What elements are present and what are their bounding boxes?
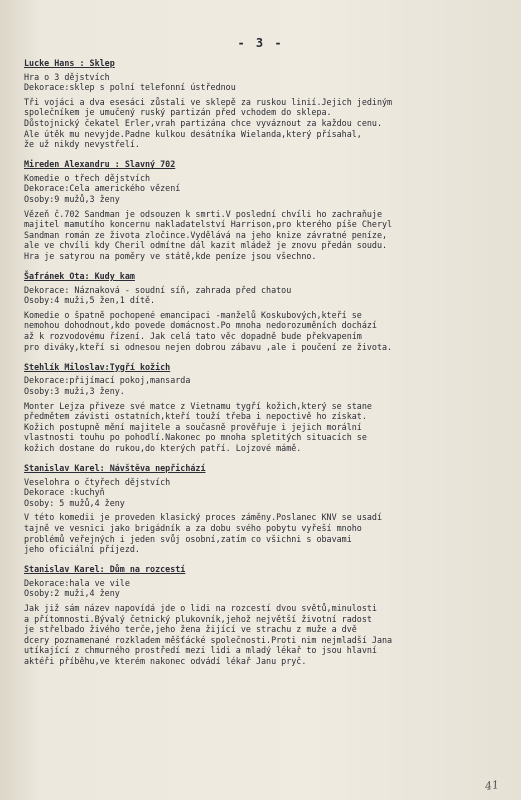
synopsis-line: nemohou dohodnout,kdo povede domácnost.Po mnoha nedorozuměních dochází	[24, 320, 377, 331]
synopsis-line: aktéři příběhu,ve kterém nakonec odvádí lékař Janu pryč.	[24, 656, 307, 666]
synopsis-line: utíkající z chmurného prostředí mezi lidi a mladý lékař to jsou hlavní	[24, 645, 377, 656]
synopsis-line: tajně ve vesnici jako brigádník a za dobu svého pobytu vyřeší mnoho	[24, 522, 362, 533]
meta-line: Osoby: 5 mužů,4 ženy	[24, 497, 125, 508]
play-meta	[24, 578, 515, 599]
synopsis-line: Kožich postupně mění majitele a současně prověřuje i jejich morální	[24, 421, 362, 432]
synopsis-line: až k rozvodovému řízení. Jak celá tato věc dopadně bude překvapením	[24, 331, 362, 342]
synopsis-line: a přítomnosti.Bývalý četnický plukovník,jehož největší životní radost	[24, 613, 372, 624]
play-synopsis	[24, 310, 515, 352]
handwritten-folio-number: 41	[484, 778, 500, 793]
play-title: Mireden Alexandru : Slavný 702	[24, 159, 176, 170]
synopsis-line: problémů veřejných i jeden svůj osobní,zatím co všichni s obavami	[24, 533, 352, 544]
play-meta	[24, 477, 515, 509]
play-meta	[24, 72, 515, 93]
synopsis-line: dcery poznamenané rozkladem měšťácké společnosti.Proti nim nejmladší Jana	[24, 634, 393, 645]
synopsis-line: ale ve chvíli kdy Cheril odmítne dál kazit mládež je znovu předán soudu.	[24, 240, 388, 251]
meta-line: Dekorace :kuchyň	[24, 487, 105, 498]
play-synopsis	[24, 209, 515, 262]
meta-line: Osoby:3 muži,3 ženy.	[24, 385, 125, 396]
play-entry	[24, 58, 515, 150]
play-synopsis	[24, 401, 515, 454]
play-entry	[24, 159, 515, 261]
synopsis-line: pro diváky,kteří si odnesou nejen dobrou zábavu ,ale i poučení ze života.	[24, 341, 393, 352]
synopsis-line: majitel mamutího koncernu nakladatelství Harrison,pro kterého píše Cheryl	[24, 219, 393, 230]
meta-line: Osoby:4 muži,5 žen,1 dítě.	[24, 295, 156, 306]
meta-line: Osoby:2 muži,4 ženy	[24, 588, 120, 599]
play-meta	[24, 285, 515, 306]
synopsis-line: Monter Lejza přiveze své matce z Vietnamu tygří kožich,který se stane	[24, 400, 372, 411]
synopsis-line: jeho oficiální příjezd.	[24, 544, 140, 555]
meta-line: Dekorace:hala ve vile	[24, 577, 130, 588]
play-title: Stanislav Karel: Návštěva nepřichází	[24, 463, 206, 473]
play-entry	[24, 564, 515, 666]
play-list	[24, 58, 515, 676]
play-synopsis	[24, 603, 515, 667]
meta-line: Veselohra o čtyřech dějstvích	[24, 476, 171, 487]
synopsis-line: Komedie o špatně pochopené emancipaci -manželů Koskubových,kteří se	[24, 309, 362, 320]
synopsis-line: společníkem je umučený ruský partizán před vchodem do sklepa.	[24, 107, 332, 118]
play-entry	[24, 362, 515, 454]
synopsis-line: Jak již sám název napovídá jde o lidi na rozcestí dvou světů,minulosti	[24, 603, 377, 614]
synopsis-line: V této komedii je proveden klasický proces záměny.Poslanec KNV se usadí	[24, 512, 382, 523]
synopsis-line: že už nikdy nevystřelí.	[24, 139, 140, 150]
play-title: Stanislav Karel: Dům na rozcestí	[24, 564, 186, 575]
play-meta	[24, 173, 515, 205]
page-number: - 3 -	[237, 36, 284, 50]
play-title: Stehlík Miloslav:Tygří kožich	[24, 361, 171, 372]
play-meta	[24, 375, 515, 396]
synopsis-line: vlastnosti touhu po pohodlí.Nakonec po mnoha spletitých situacích se	[24, 432, 367, 443]
meta-line: Dekorace:přijímací pokoj,mansarda	[24, 375, 191, 386]
play-synopsis	[24, 512, 515, 554]
meta-line: Hra o 3 dějstvích	[24, 71, 110, 82]
synopsis-line: Vězeň č.702 Sandman je odsouzen k smrti.V poslední chvíli ho zachraňuje	[24, 208, 382, 219]
synopsis-line: je střelbado živého terče,jeho žena žijící ve strachu z muže a dvě	[24, 624, 357, 635]
meta-line: Dekorace:Cela amerického vězení	[24, 183, 181, 194]
synopsis-line: kožich dostane do rukou,do kterých patří. Lojzové mámě.	[24, 442, 302, 453]
meta-line: Osoby:9 mužů,3 ženy	[24, 194, 120, 205]
synopsis-line: Sandman román ze života zločince.Vydělává na jeho knize závratné peníze,	[24, 229, 388, 240]
play-entry	[24, 463, 515, 555]
play-synopsis	[24, 97, 515, 150]
synopsis-line: Tři vojáci a dva esesáci zůstali ve sklepě za ruskou linií.Jejich jediným	[24, 96, 393, 107]
meta-line: Komedie o třech dějstvích	[24, 172, 151, 183]
meta-line: Dekorace:sklep s polní telefonní ústřednou	[24, 82, 236, 93]
meta-line: Dekorace: Náznaková - soudní síň, zahrada před chatou	[24, 284, 292, 295]
play-title: Lucke Hans : Sklep	[24, 58, 115, 68]
play-title: Šafránek Ota: Kudy kam	[24, 271, 135, 282]
play-entry	[24, 271, 515, 352]
synopsis-line: předmětem závisti ostatních,kteří touží třeba i nepoctivě ho získat.	[24, 411, 367, 422]
synopsis-line: Ale útěk mu nevyjde.Padne kulkou desátníka Wielanda,který přísahal,	[24, 128, 362, 139]
synopsis-line: Důstojnický čekatel Erler,vrah partizána chce vyváznout za každou cenu.	[24, 117, 382, 128]
synopsis-line: Hra je satyrou na poměry ve státě,kde peníze jsou všechno.	[24, 251, 317, 261]
